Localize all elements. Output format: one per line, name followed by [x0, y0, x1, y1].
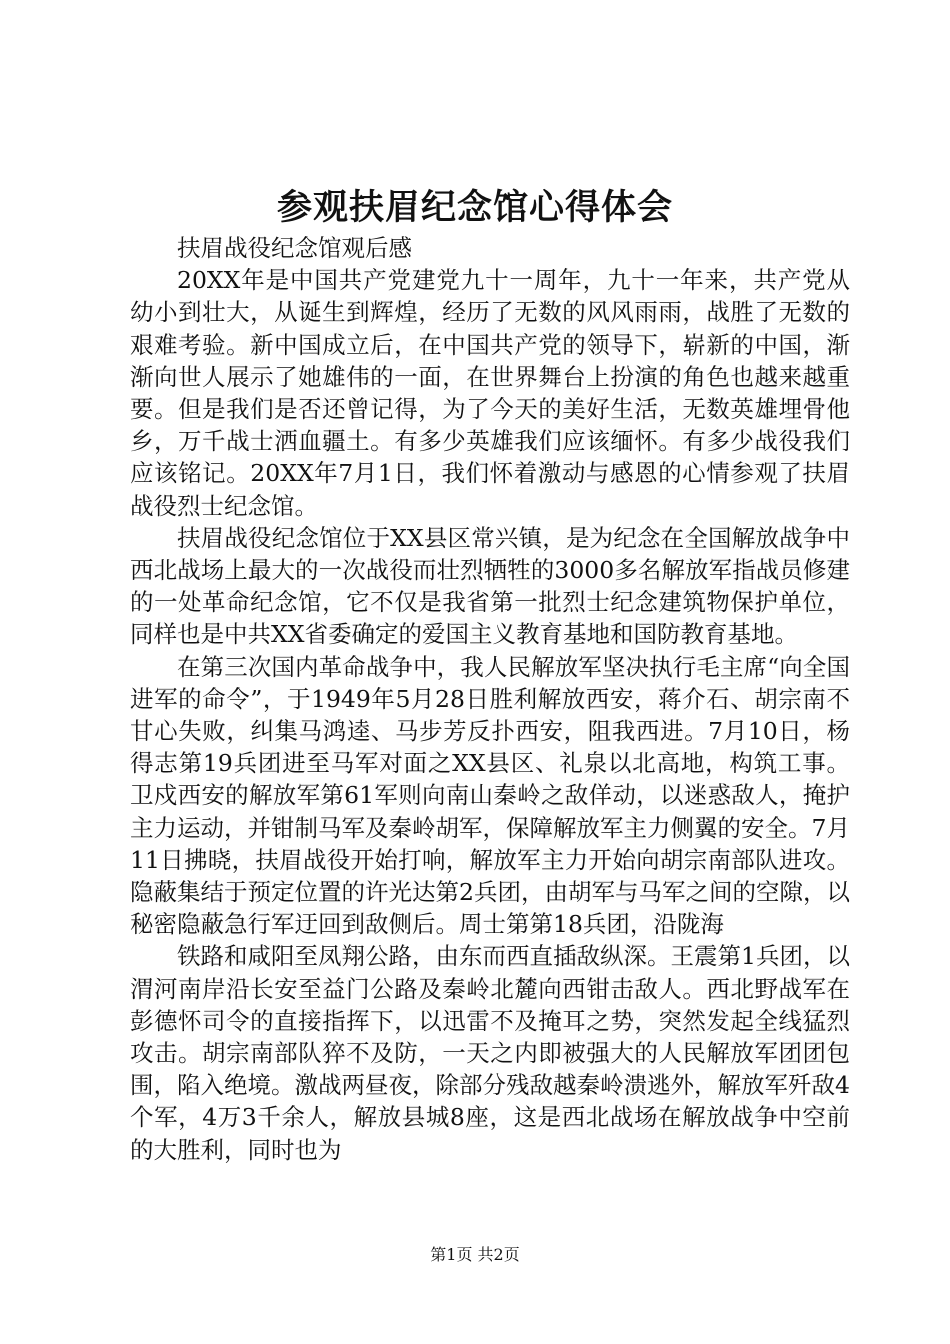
document-title: 参观扶眉纪念馆心得体会: [276, 187, 673, 228]
page-number-footer: 第1页 共2页: [430, 1245, 520, 1264]
paragraph-battle-history: 在第三次国内革命战争中，我人民解放军坚决执行毛主席“向全国进军的命令”，于1949年5月28日胜利解放西安，蒋介石、胡宗南不甘心失败，纠集马鸿逵、马步芳反扑西安，阻我西进。7月10日，杨得志第19兵团进至马军对面之XX县区、礼泉以北高地，构筑工事。卫戍西安的解放军第61军则向南山秦岭之敌佯动，以迷惑敌人，掩护主力运动，并钳制马军及秦岭胡军，保障解放军主力侧翼的安全。7月11日拂晓，扶眉战役开始打响，解放军主力开始向胡宗南部队进攻。隐蔽集结于预定位置的许光达第2兵团，由胡军与马军之间的空隙，以秘密隐蔽急行军迂回到敌侧后。周士第第18兵团，沿陇海: [130, 652, 850, 939]
paragraph-intro: 20XX年是中国共产党建党九十一周年，九十一年来，共产党从幼小到壮大，从诞生到辉煌，经历了无数的风风雨雨，战胜了无数的艰难考验。新中国成立后，在中国共产党的领导下，崭新的中国，渐渐向世人展示了她雄伟的一面，在世界舞台上扮演的角色也越来越重要。但是我们是否还曾记得，为了今天的美好生活，无数英雄埋骨他乡，万千战士洒血疆土。有多少英雄我们应该缅怀。有多少战役我们应该铭记。20XX年7月1日，我们怀着激动与感恩的心情参观了扶眉战役烈士纪念馆。: [130, 266, 850, 520]
paragraph-subtitle: 扶眉战役纪念馆观后感: [177, 234, 412, 262]
document-body: [130, 232, 850, 1166]
paragraph-museum-location: 扶眉战役纪念馆位于XX县区常兴镇，是为纪念在全国解放战争中西北战场上最大的一次战役而壮烈牺牲的3000多名解放军指战员修建的一处革命纪念馆，它不仅是我省第一批烈士纪念建筑物保护单位，同样也是中共XX省委确定的爱国主义教育基地和国防教育基地。: [130, 523, 850, 649]
paragraph-battle-outcome: 铁路和咸阳至凤翔公路，由东而西直插敌纵深。王震第1兵团，以渭河南岸沿长安至益门公路及秦岭北麓向西钳击敌人。西北野战军在彭德怀司令的直接指挥下，以迅雷不及掩耳之势，突然发起全线猛烈攻击。胡宗南部队猝不及防，一天之内即被强大的人民解放军团团包围，陷入绝境。激战两昼夜，除部分残敌越秦岭溃逃外，解放军歼敌4个军，4万3千余人，解放县城8座，这是西北战场在解放战争中空前的大胜利，同时也为: [130, 942, 850, 1164]
